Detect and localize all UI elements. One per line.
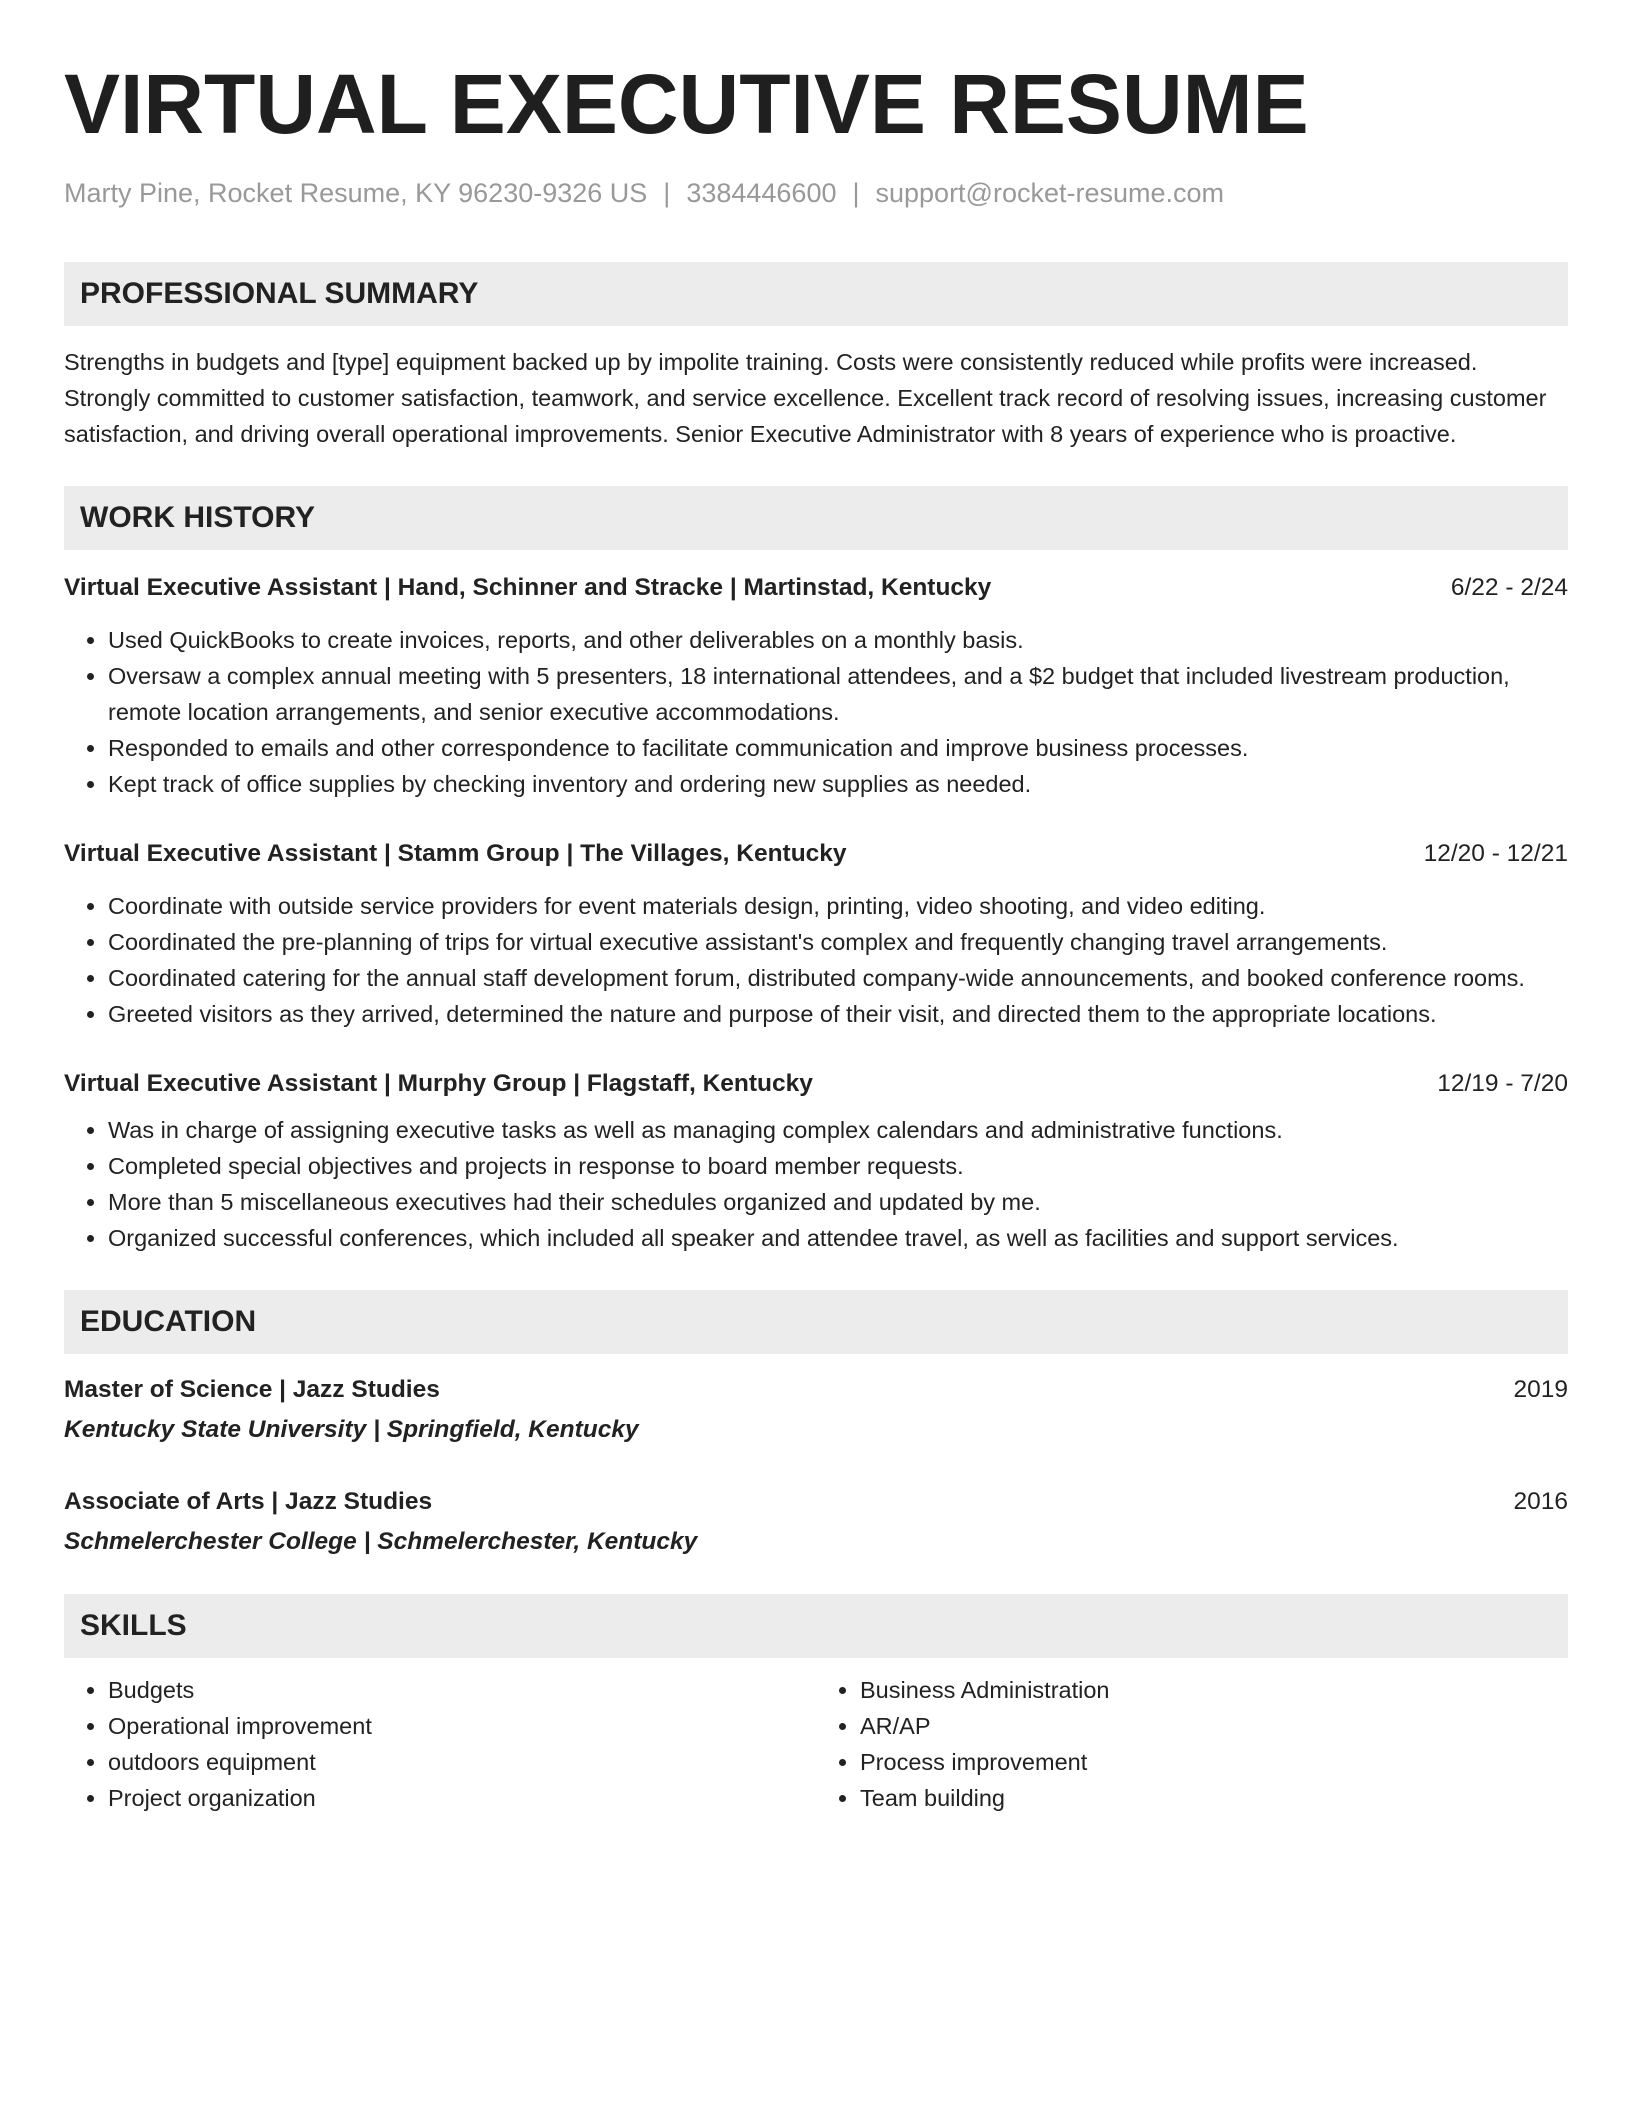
education-header [64,1372,1568,1408]
job-bullet: • Greeted visitors as they arrived, determined the nature and purpose of their visit, and directed them to the appropriate locations. [108,996,1568,1032]
job-bullets [64,888,1568,1032]
education-year: 2019 [1513,1376,1568,1403]
skills-grid [64,1672,1568,1816]
skill-item: • Operational improvement [108,1708,816,1744]
skill-item: • outdoors equipment [108,1744,816,1780]
skill-item: • Process improvement [860,1744,1568,1780]
job-header [64,570,1568,606]
education-entry [64,1372,1568,1448]
job-bullet: • Was in charge of assigning executive tasks as well as managing complex calendars and administrative functions. [108,1112,1568,1148]
job-dates: 6/22 - 2/24 [1450,574,1568,601]
skill-item: • Project organization [108,1780,816,1816]
education-school: Schmelerchester College | Schmelerchester, Kentucky [64,1528,698,1555]
job-bullet: • Organized successful conferences, which included all speaker and attendee travel, as well as facilities and support services. [108,1220,1568,1256]
job-bullet: • Oversaw a complex annual meeting with 5 presenters, 18 international attendees, and a $2 budget that included livestream production, remote location arrangements, and senior executive accommodations. [108,658,1568,730]
section-header-skills: SKILLS [64,1594,1568,1658]
education-year: 2016 [1513,1488,1568,1515]
job-dates: 12/19 - 7/20 [1437,1070,1568,1097]
section-header-education: EDUCATION [64,1290,1568,1354]
job-title: Virtual Executive Assistant | Stamm Group | The Villages, Kentucky [64,840,847,867]
contact-line [64,176,1568,210]
contact-phone: 3384446600 [686,178,837,208]
contact-separator: | [663,178,671,208]
skill-item: • AR/AP [860,1708,1568,1744]
job-header [64,836,1568,872]
section-header-summary: PROFESSIONAL SUMMARY [64,262,1568,326]
contact-email: support@rocket-resume.com [875,178,1225,208]
education-school: Kentucky State University | Springfield, Kentucky [64,1416,639,1443]
summary-text: Strengths in budgets and [type] equipment backed up by impolite training. Costs were consistently reduced while profits were increased. Strongly committed to customer satisfaction, teamwork, and service excellence. Excellent track record of resolving issues, increasing customer satisfaction, and driving overall operational improvements. Senior Executive Administrator with 8 years of experience who is proactive. [64,349,1547,447]
skills-column-right [816,1672,1568,1816]
skills-list [64,1672,816,1816]
job-title: Virtual Executive Assistant | Hand, Schinner and Stracke | Martinstad, Kentucky [64,574,992,601]
job-title: Virtual Executive Assistant | Murphy Group | Flagstaff, Kentucky [64,1070,813,1097]
job-entry [64,836,1568,1032]
job-bullets [64,622,1568,802]
education-header [64,1484,1568,1520]
job-bullet: • Kept track of office supplies by checking inventory and ordering new supplies as needed. [108,766,1568,802]
education-entry [64,1484,1568,1560]
job-bullet: • Completed special objectives and projects in response to board member requests. [108,1148,1568,1184]
job-bullet: • Coordinated the pre-planning of trips for virtual executive assistant's complex and frequently changing travel arrangements. [108,924,1568,960]
skills-list [816,1672,1568,1816]
skill-item: • Business Administration [860,1672,1568,1708]
job-entry [64,570,1568,802]
resume-title: VIRTUAL EXECUTIVE RESUME [64,57,1309,151]
contact-separator: | [852,178,860,208]
contact-address: Marty Pine, Rocket Resume, KY 96230-9326 US [64,178,648,208]
education-degree: Associate of Arts | Jazz Studies [64,1488,433,1515]
section-header-work-history: WORK HISTORY [64,486,1568,550]
job-bullets [64,1112,1568,1256]
job-bullet: • Coordinate with outside service providers for event materials design, printing, video shooting, and video editing. [108,888,1568,924]
job-bullet: • More than 5 miscellaneous executives had their schedules organized and updated by me. [108,1184,1568,1220]
skills-column-left [64,1672,816,1816]
job-bullet: • Responded to emails and other correspondence to facilitate communication and improve business processes. [108,730,1568,766]
job-entry [64,1066,1568,1256]
skill-item: • Team building [860,1780,1568,1816]
education-degree: Master of Science | Jazz Studies [64,1376,440,1403]
job-header [64,1066,1568,1102]
job-bullet: • Used QuickBooks to create invoices, reports, and other deliverables on a monthly basis. [108,622,1568,658]
job-bullet: • Coordinated catering for the annual staff development forum, distributed company-wide announcements, and booked conference rooms. [108,960,1568,996]
skill-item: • Budgets [108,1672,816,1708]
job-dates: 12/20 - 12/21 [1423,840,1568,867]
